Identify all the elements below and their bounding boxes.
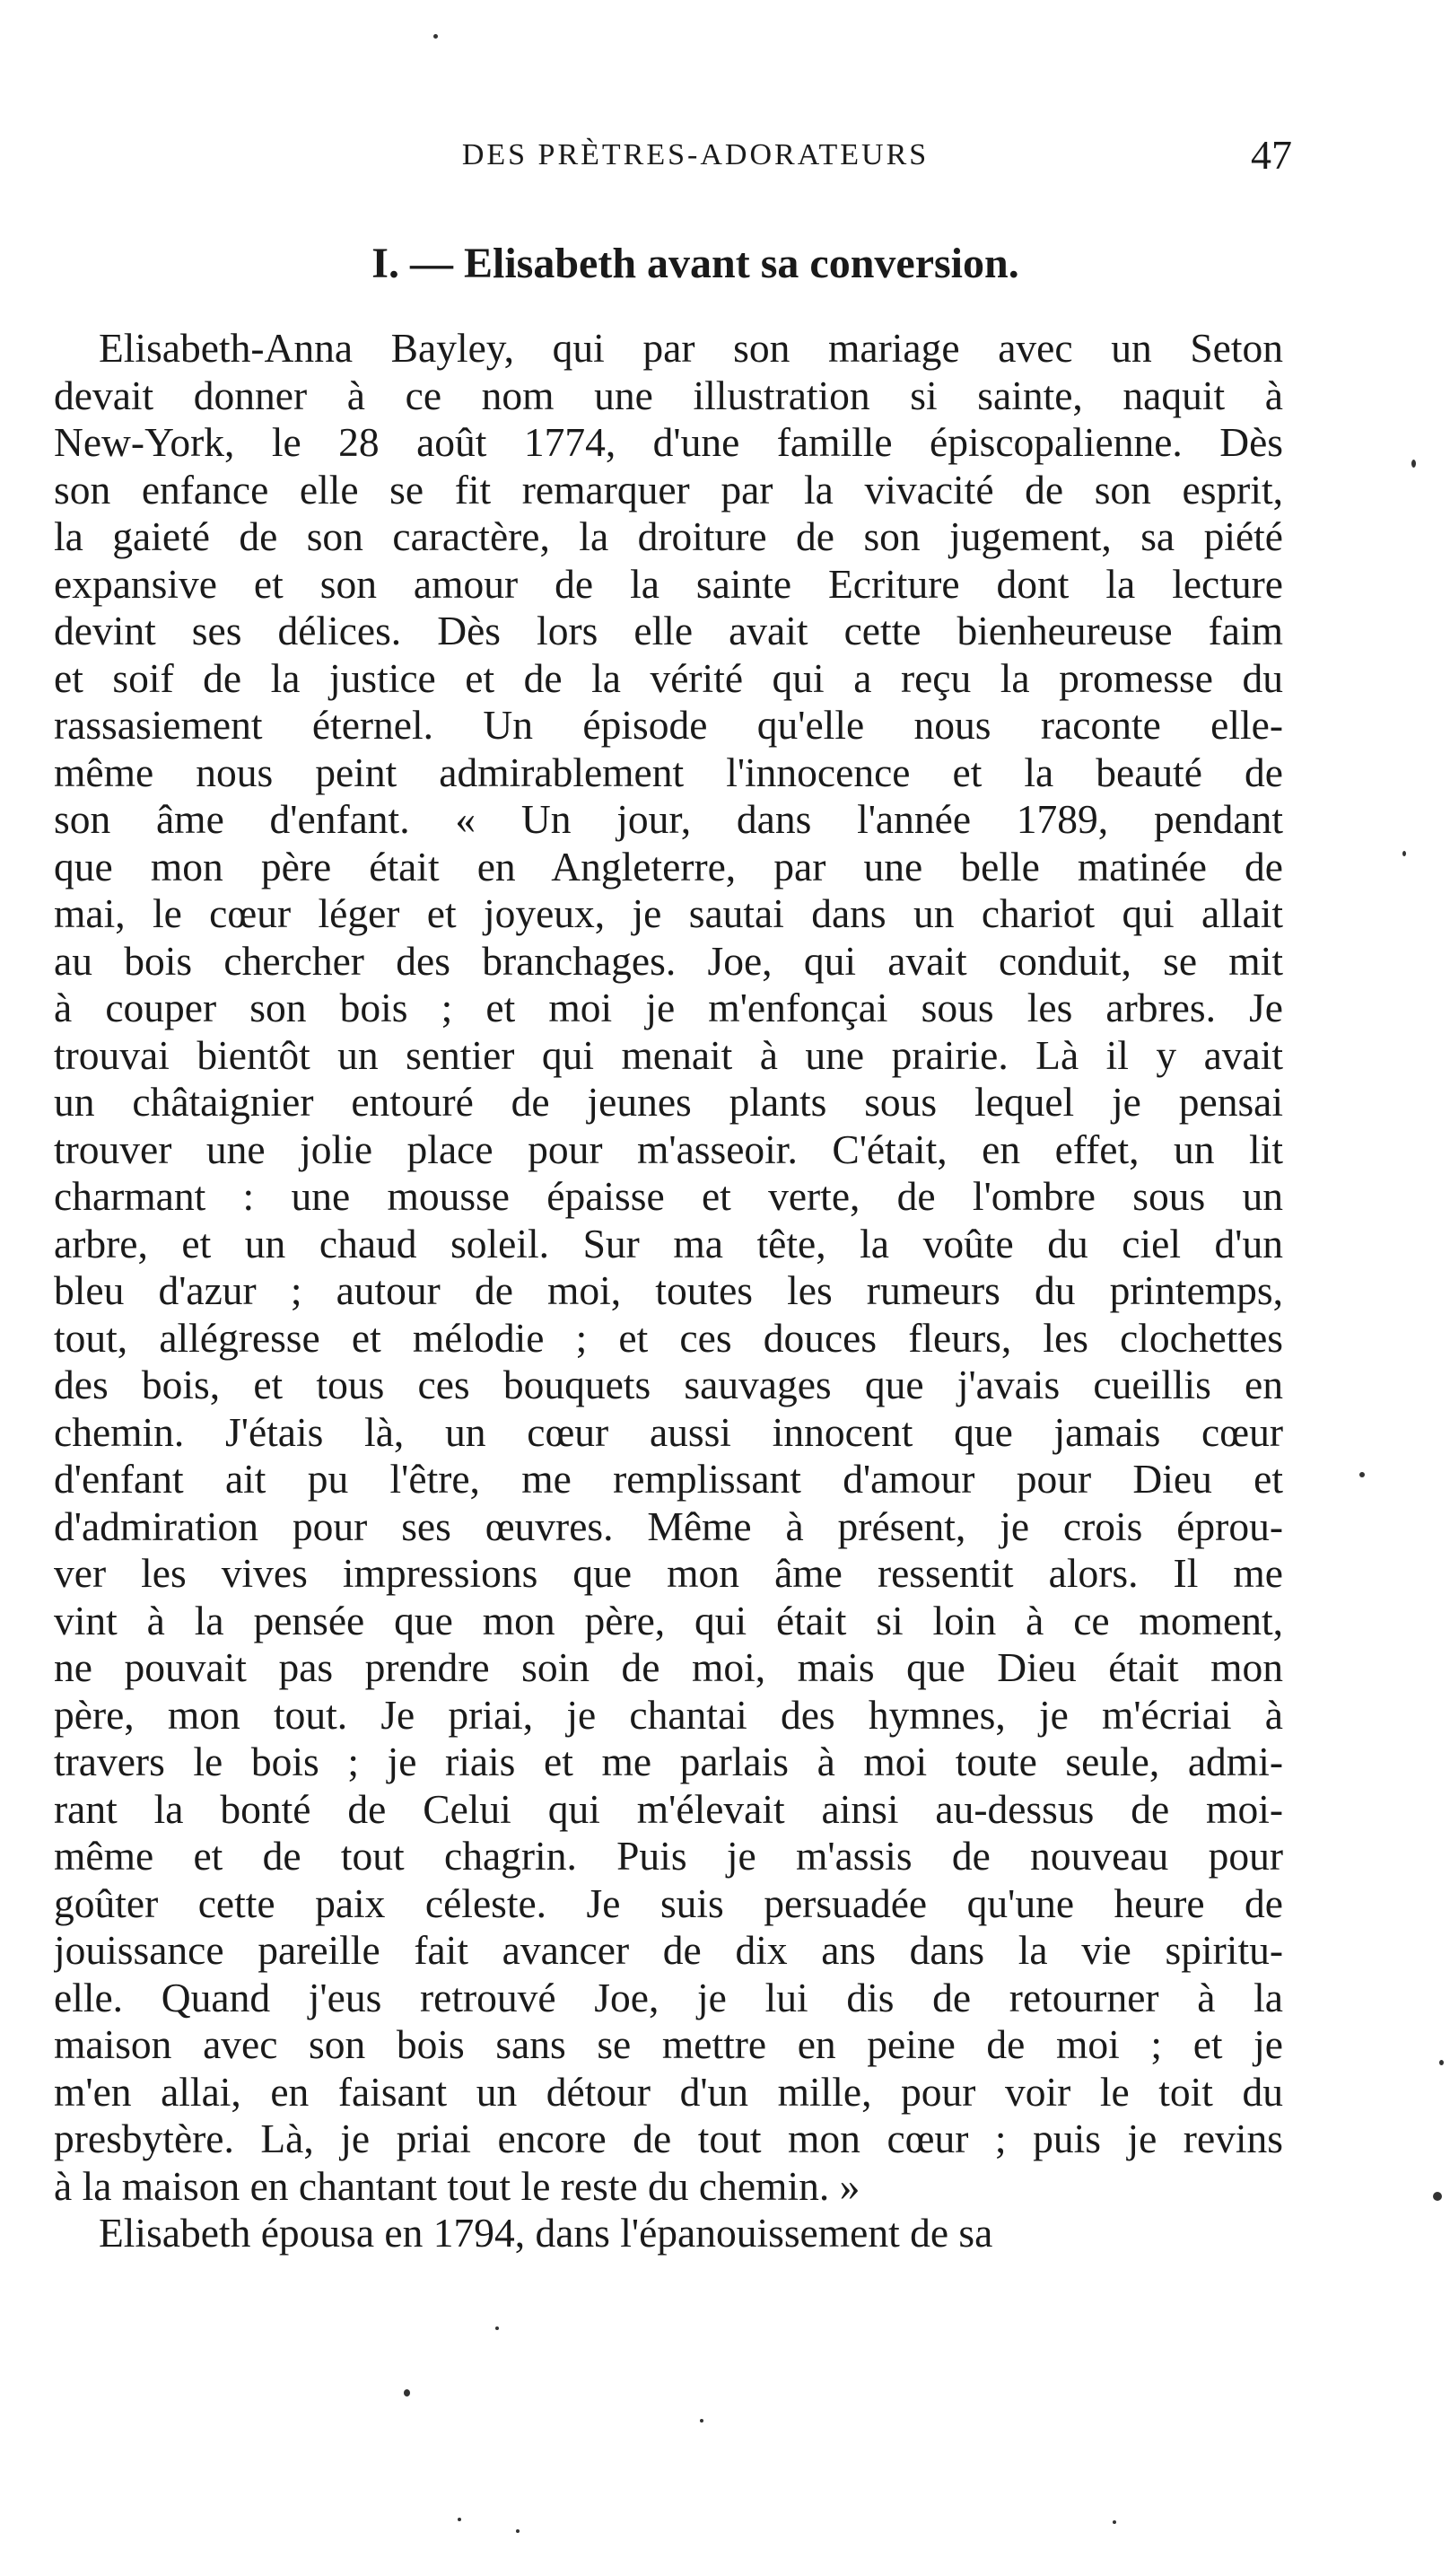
- section-heading: I. — Elisabeth avant sa conversion.: [371, 240, 1019, 287]
- running-title: DES PRÈTRES-ADORATEURS: [461, 138, 930, 171]
- text-line: arbre, et un chaud soleil. Sur ma tête, la voûte du ciel d'un: [54, 1220, 1283, 1266]
- text-line: même et de tout chagrin. Puis je m'assis de nouveau pour: [54, 1833, 1283, 1879]
- text-line: rant la bonté de Celui qui m'élevait ainsi au-dessus de moi-: [54, 1785, 1283, 1832]
- text-line: et soif de la justice et de la vérité qui a reçu la promesse du: [54, 654, 1283, 701]
- print-speck: [1113, 2520, 1116, 2524]
- text-line: trouver une jolie place pour m'asseoir. C'était, en effet, un lit: [54, 1126, 1283, 1172]
- print-speck: [700, 2419, 703, 2423]
- text-line: mai, le cœur léger et joyeux, je sautai dans un chariot qui allait: [54, 890, 1283, 936]
- text-line: des bois, et tous ces bouquets sauvages que j'avais cueillis en: [54, 1362, 1283, 1407]
- text-line: rassasiement éternel. Un épisode qu'elle nous raconte elle-: [54, 702, 1283, 748]
- text-line: à la maison en chantant tout le reste du chemin. »: [54, 2162, 860, 2209]
- text-line: chemin. J'étais là, un cœur aussi innocent que jamais cœur: [54, 1408, 1283, 1455]
- print-speck: [1359, 1472, 1365, 1477]
- text-line: trouvai bientôt un sentier qui menait à une prairie. Là il y avait: [54, 1031, 1283, 1078]
- text-line: devait donner à ce nom une illustration si sainte, naquit à: [54, 372, 1283, 418]
- text-line: Elisabeth-Anna Bayley, qui par son mariage avec un Seton: [99, 325, 1283, 371]
- print-speck: [1402, 851, 1406, 856]
- print-speck: [1411, 460, 1416, 468]
- text-line: que mon père était en Angleterre, par une belle matinée de: [54, 843, 1283, 889]
- page-number: 47: [1251, 132, 1292, 178]
- text-line: charmant : une mousse épaisse et verte, de l'ombre sous un: [54, 1173, 1283, 1219]
- print-speck: [1439, 2060, 1444, 2065]
- text-line: vint à la pensée que mon père, qui était si loin à ce moment,: [54, 1597, 1283, 1643]
- print-speck: [516, 2529, 520, 2533]
- text-line: jouissance pareille fait avancer de dix ans dans la vie spiritu-: [54, 1927, 1283, 1973]
- text-line: goûter cette paix céleste. Je suis persuadée qu'une heure de: [54, 1879, 1283, 1926]
- print-speck: [458, 2518, 461, 2521]
- text-line: travers le bois ; je riais et me parlais à moi toute seule, admi-: [54, 1739, 1283, 1784]
- text-line: bleu d'azur ; autour de moi, toutes les rumeurs du printemps,: [54, 1267, 1283, 1313]
- body-text: [54, 325, 1283, 2257]
- text-line: tout, allégresse et mélodie ; et ces douces fleurs, les clochettes: [54, 1314, 1283, 1361]
- text-line: m'en allai, en faisant un détour d'un mille, pour voir le toit du: [54, 2068, 1283, 2115]
- text-line: d'enfant ait pu l'être, me remplissant d'amour pour Dieu et: [54, 1456, 1283, 1502]
- print-speck: [404, 2389, 410, 2396]
- text-line: même nous peint admirablement l'innocence et la beauté de: [54, 749, 1283, 795]
- text-line: devint ses délices. Dès lors elle avait cette bienheureuse faim: [54, 608, 1283, 653]
- text-line: son enfance elle se fit remarquer par la vivacité de son esprit,: [54, 466, 1283, 513]
- text-line: père, mon tout. Je priai, je chantai des hymnes, je m'écriai à: [54, 1691, 1283, 1738]
- text-line: à couper son bois ; et moi je m'enfonçai sous les arbres. Je: [54, 985, 1283, 1030]
- text-line: presbytère. Là, je priai encore de tout mon cœur ; puis je revins: [54, 2116, 1283, 2161]
- text-line: Elisabeth épousa en 1794, dans l'épanouissement de sa: [99, 2210, 993, 2256]
- running-head: [99, 133, 1292, 178]
- text-line: ne pouvait pas prendre soin de moi, mais que Dieu était mon: [54, 1644, 1283, 1690]
- text-line: expansive et son amour de la sainte Ecriture dont la lecture: [54, 560, 1283, 607]
- text-line: elle. Quand j'eus retrouvé Joe, je lui dis de retourner à la: [54, 1974, 1283, 2020]
- text-line: la gaieté de son caractère, la droiture de son jugement, sa piété: [54, 513, 1283, 559]
- text-line: son âme d'enfant. « Un jour, dans l'année 1789, pendant: [54, 796, 1283, 842]
- text-line: au bois chercher des branchages. Joe, qui avait conduit, se mit: [54, 937, 1283, 984]
- print-speck: [1433, 2192, 1442, 2201]
- text-line: d'admiration pour ses œuvres. Même à présent, je crois éprou-: [54, 1503, 1283, 1549]
- text-line: New-York, le 28 août 1774, d'une famille épiscopalienne. Dès: [54, 419, 1283, 465]
- text-line: maison avec son bois sans se mettre en peine de moi ; et je: [54, 2021, 1283, 2067]
- print-speck: [433, 34, 438, 39]
- text-line: un châtaignier entouré de jeunes plants sous lequel je pensai: [54, 1079, 1283, 1125]
- print-speck: [495, 2326, 499, 2330]
- text-line: ver les vives impressions que mon âme ressentit alors. Il me: [54, 1550, 1283, 1596]
